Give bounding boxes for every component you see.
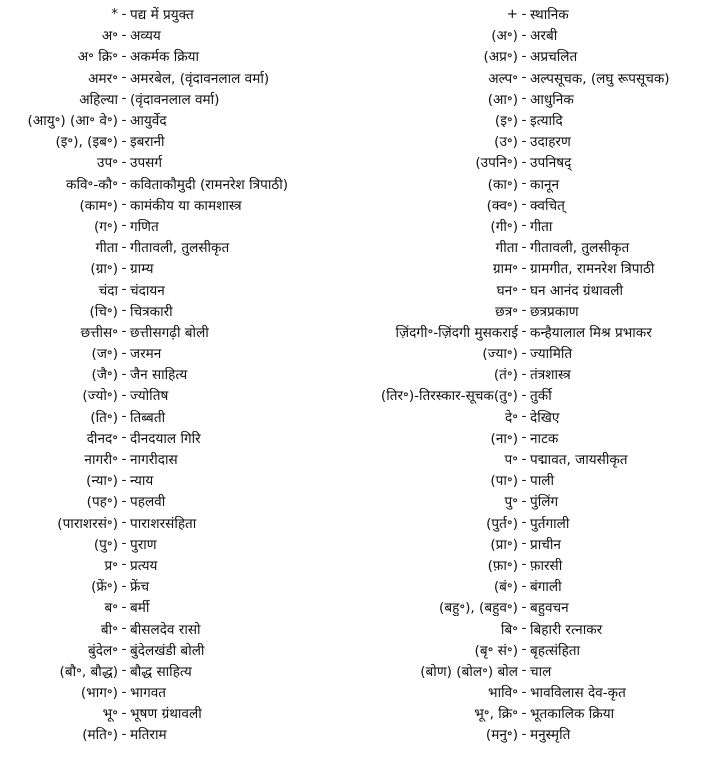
meaning: मनुस्मृति: [530, 727, 571, 744]
separator-dash: -: [521, 5, 527, 22]
meaning: क्वचित्: [530, 197, 565, 214]
meaning: दीनदयाल गिरि: [130, 430, 201, 447]
abbreviation-row: [0, 151, 354, 172]
meaning: अप्रचलित: [530, 49, 578, 66]
separator-dash: -: [521, 238, 527, 255]
meaning: ज्योतिष: [130, 388, 169, 405]
meaning: बृहत्संहिता: [530, 642, 581, 659]
separator-dash: -: [521, 535, 527, 552]
separator-dash: -: [521, 386, 527, 403]
abbreviation: (क्व॰): [486, 197, 518, 214]
abbreviation: ब॰: [104, 600, 118, 617]
abbreviation: (आ॰): [487, 91, 518, 108]
abbreviation: अमर॰: [88, 70, 118, 87]
separator-dash: -: [521, 725, 527, 742]
abbreviation-row: [0, 596, 354, 617]
separator-dash: -: [121, 535, 127, 552]
abbreviation-row: [0, 512, 354, 533]
meaning: अल्पसूचक, (लघु रूपसूचक): [530, 70, 670, 87]
abbreviation: (ज॰): [91, 346, 118, 363]
abbreviation-row: [355, 194, 709, 215]
abbreviation-row: [355, 3, 709, 24]
separator-dash: -: [521, 132, 527, 149]
abbreviation: (अ॰): [491, 28, 518, 45]
separator-dash: -: [521, 281, 527, 298]
abbreviation: छत्र॰: [495, 303, 518, 320]
meaning: इत्यादि: [530, 113, 563, 130]
separator-dash: -: [121, 175, 127, 192]
abbreviation: अल्प॰: [488, 70, 518, 87]
abbreviation: (तं॰): [493, 367, 518, 384]
meaning: भावविलास देव-कृत: [530, 685, 626, 702]
abbreviation-row: [0, 448, 354, 469]
meaning: छत्रप्रकाण: [530, 303, 579, 320]
abbreviation-row: [0, 723, 354, 744]
abbreviation: (बहु॰), (बहुव॰): [439, 600, 518, 617]
meaning: अव्यय: [130, 28, 161, 45]
abbreviation: (पाराशरसं॰): [57, 515, 118, 532]
right-column: [355, 3, 709, 745]
left-column: [0, 3, 354, 745]
abbreviation: (का॰): [487, 176, 518, 193]
abbreviation: (बौ॰, बौद्ध): [59, 663, 118, 680]
abbreviation-row: [0, 702, 354, 723]
abbreviation: भावि॰: [488, 685, 518, 702]
abbreviation: बी॰: [100, 621, 118, 638]
abbreviation-row: [355, 469, 709, 490]
separator-dash: -: [121, 725, 127, 742]
separator-dash: -: [521, 26, 527, 43]
separator-dash: -: [121, 450, 127, 467]
meaning: मतिराम: [130, 727, 167, 744]
abbreviation: (तिर॰)-तिरस्कार-सूचक(तु॰): [380, 388, 518, 405]
separator-dash: -: [121, 471, 127, 488]
abbreviation-row: [0, 384, 354, 405]
separator-dash: -: [521, 429, 527, 446]
meaning: पुंलिंग: [530, 494, 559, 511]
abbreviation-row: [355, 660, 709, 681]
abbreviation: (आयु॰) (आ॰ वे॰): [27, 113, 118, 130]
abbreviation: (भाग॰): [80, 685, 118, 702]
abbreviation-row: [355, 130, 709, 151]
abbreviation: कवि॰-कौ॰: [66, 176, 118, 193]
abbreviation: ग्राम॰: [492, 261, 518, 278]
abbreviation-row: [0, 469, 354, 490]
abbreviation-row: [0, 215, 354, 236]
abbreviation-row: [0, 24, 354, 45]
abbreviation-row: [355, 300, 709, 321]
separator-dash: -: [521, 514, 527, 531]
abbreviation: अ॰ क्रि॰: [77, 49, 118, 66]
abbreviation: प॰: [504, 452, 518, 469]
separator-dash: -: [521, 492, 527, 509]
separator-dash: -: [121, 323, 127, 340]
separator-dash: -: [121, 217, 127, 234]
separator-dash: -: [521, 620, 527, 637]
meaning: तंत्रशास्त्र: [530, 367, 571, 384]
abbreviation: (ना॰): [490, 430, 518, 447]
abbreviation-row: [0, 278, 354, 299]
abbreviation-row: [0, 660, 354, 681]
separator-dash: -: [521, 704, 527, 721]
meaning: आयुर्वेद: [130, 113, 167, 130]
abbreviation-row: [0, 490, 354, 511]
separator-dash: -: [121, 704, 127, 721]
separator-dash: -: [121, 365, 127, 382]
meaning: कविताकौमुदी (रामनरेश त्रिपाठी): [130, 176, 289, 193]
abbreviation-row: [355, 596, 709, 617]
separator-dash: -: [121, 153, 127, 170]
abbreviation-row: [0, 236, 354, 257]
abbreviation-row: [355, 384, 709, 405]
separator-dash: -: [121, 26, 127, 43]
meaning: कानून: [530, 176, 560, 193]
meaning: तिब्बती: [130, 409, 166, 426]
separator-dash: -: [521, 344, 527, 361]
abbreviation: (पा॰): [490, 473, 518, 490]
abbreviation: (मनु॰): [485, 727, 518, 744]
meaning: प्रत्यय: [130, 557, 158, 574]
separator-dash: -: [521, 175, 527, 192]
abbreviation: (ज्या॰): [482, 346, 518, 363]
abbreviation: छत्तीस॰: [80, 324, 118, 341]
abbreviation: पु॰: [504, 494, 518, 511]
meaning: पहलवी: [130, 494, 166, 511]
meaning: इबरानी: [130, 134, 165, 151]
meaning: कामंकीय या कामशास्त्र: [130, 197, 242, 214]
abbreviation-row: [0, 554, 354, 575]
abbreviation-row: [0, 88, 354, 109]
meaning: भागवत: [130, 685, 167, 702]
abbreviation: (मति॰): [82, 727, 118, 744]
separator-dash: -: [121, 429, 127, 446]
separator-dash: -: [121, 111, 127, 128]
separator-dash: -: [521, 259, 527, 276]
meaning: पद्य में प्रयुक्त: [130, 7, 194, 24]
abbreviation-row: [0, 130, 354, 151]
abbreviation-row: [355, 617, 709, 638]
abbreviation-row: [355, 448, 709, 469]
abbreviation: (पह॰): [86, 494, 118, 511]
meaning: गीतावली, तुलसीकृत: [530, 240, 630, 257]
meaning: न्याय: [130, 473, 154, 490]
meaning: फ़ारसी: [530, 557, 563, 574]
separator-dash: -: [521, 302, 527, 319]
separator-dash: -: [521, 196, 527, 213]
separator-dash: -: [121, 302, 127, 319]
meaning: फ्रेंच: [130, 579, 150, 596]
meaning: उपनिषद्: [530, 155, 572, 172]
abbreviation: चंदा: [98, 282, 118, 299]
abbreviation: बुंदेल॰: [88, 642, 118, 659]
abbreviation-row: [0, 406, 354, 427]
meaning: अकर्मक क्रिया: [130, 49, 200, 66]
separator-dash: -: [521, 323, 527, 340]
abbreviation: (पु॰): [93, 536, 118, 553]
abbreviation: (ज्यो॰): [82, 388, 118, 405]
meaning: प्राचीन: [530, 536, 561, 553]
meaning: ग्राम्य: [130, 261, 154, 278]
abbreviation-row: [0, 194, 354, 215]
separator-dash: -: [521, 408, 527, 425]
separator-dash: -: [521, 90, 527, 107]
abbreviation: (बोण) (बोल॰) बोल: [420, 663, 518, 680]
abbreviation-row: [0, 45, 354, 66]
separator-dash: -: [121, 259, 127, 276]
separator-dash: -: [521, 598, 527, 615]
abbreviation-row: [0, 681, 354, 702]
meaning: बंगाली: [530, 579, 562, 596]
abbreviation-row: [355, 575, 709, 596]
separator-dash: -: [121, 69, 127, 86]
abbreviation-row: [355, 45, 709, 66]
meaning: ग्रामगीत, रामनरेश त्रिपाठी: [530, 261, 655, 278]
meaning: गीतावली, तुलसीकृत: [130, 240, 230, 257]
abbreviation: (गी॰): [490, 218, 518, 235]
abbreviation: (इ॰), (इब॰): [55, 134, 118, 151]
abbreviation: (पुर्त॰): [486, 515, 518, 532]
abbreviation-row: [355, 24, 709, 45]
abbreviation-row: [355, 512, 709, 533]
abbreviation: उप॰: [97, 155, 118, 172]
abbreviation-row: [355, 490, 709, 511]
abbreviation: गीता: [495, 240, 518, 257]
abbreviation-row: [355, 533, 709, 554]
abbreviation: भू॰, क्रि॰: [474, 706, 518, 723]
meaning: ज्यामिति: [530, 346, 573, 363]
meaning: छत्तीसगढ़ी बोली: [130, 324, 209, 341]
abbreviation-row: [0, 342, 354, 363]
abbreviation-row: [355, 257, 709, 278]
separator-dash: -: [121, 408, 127, 425]
separator-dash: -: [521, 641, 527, 658]
abbreviation: नागरी॰: [84, 452, 118, 469]
meaning: चित्रकारी: [130, 303, 173, 320]
separator-dash: -: [521, 556, 527, 573]
abbreviation-row: [355, 702, 709, 723]
abbreviation-row: [355, 88, 709, 109]
separator-dash: -: [521, 471, 527, 488]
separator-dash: -: [121, 556, 127, 573]
abbreviation: (इ॰): [494, 113, 518, 130]
separator-dash: -: [521, 217, 527, 234]
separator-dash: -: [121, 683, 127, 700]
abbreviation-row: [355, 321, 709, 342]
abbreviation-row: [355, 151, 709, 172]
abbreviation: (जै॰): [91, 367, 118, 384]
separator-dash: -: [121, 132, 127, 149]
meaning: पद्मावत, जायसीकृत: [530, 452, 628, 469]
abbreviation: ज़िंदगी॰-ज़िंदगी मुसकराई: [395, 324, 518, 341]
meaning: जैन साहित्य: [130, 367, 188, 384]
abbreviation-row: [355, 278, 709, 299]
meaning: बुंदेलखंडी बोली: [130, 642, 205, 659]
abbreviation: (उपनि॰): [475, 155, 518, 172]
abbreviation: (ग॰): [93, 218, 118, 235]
separator-dash: -: [521, 365, 527, 382]
separator-dash: -: [121, 5, 127, 22]
abbreviation: अ॰: [101, 28, 118, 45]
abbreviation-row: [355, 236, 709, 257]
abbreviation-row: [355, 681, 709, 702]
meaning: बर्मी: [130, 600, 150, 617]
meaning: कन्हैयालाल मिश्र प्रभाकर: [530, 324, 652, 341]
separator-dash: -: [121, 662, 127, 679]
meaning: पाली: [530, 473, 554, 490]
meaning: भूतकालिक क्रिया: [530, 706, 615, 723]
meaning: घन आनंद ग्रंथावली: [530, 282, 624, 299]
separator-dash: -: [121, 196, 127, 213]
abbreviation-row: [0, 257, 354, 278]
abbreviation-row: [0, 321, 354, 342]
meaning: स्थानिक: [530, 7, 569, 24]
abbreviation: (ग्रा॰): [90, 261, 118, 278]
abbreviation: गीता: [95, 240, 118, 257]
separator-dash: -: [121, 514, 127, 531]
abbreviation-row: [355, 109, 709, 130]
abbreviation-row: [355, 554, 709, 575]
separator-dash: -: [121, 281, 127, 298]
abbreviation-row: [355, 723, 709, 744]
meaning: अमरबेल, (वृंदावनलाल वर्मा): [130, 70, 270, 87]
separator-dash: -: [121, 386, 127, 403]
meaning: पुराण: [130, 536, 157, 553]
meaning: बिहारी रत्नाकर: [530, 621, 603, 638]
abbreviation: अहिल्या: [79, 91, 118, 108]
abbreviation: (चि॰): [89, 303, 118, 320]
meaning: बहुवचन: [530, 600, 569, 617]
meaning: पुर्तगाली: [530, 515, 570, 532]
meaning: चंदायन: [130, 282, 165, 299]
meaning: (वृंदावनलाल वर्मा): [130, 91, 220, 108]
separator-dash: -: [121, 90, 127, 107]
abbreviation-row: [355, 363, 709, 384]
abbreviation: (फ़ा॰): [487, 557, 518, 574]
meaning: पाराशरसंहिता: [130, 515, 197, 532]
meaning: आधुनिक: [530, 91, 574, 108]
meaning: उपसर्ग: [130, 155, 163, 172]
abbreviation-row: [355, 406, 709, 427]
abbreviation: (ति॰): [90, 409, 118, 426]
abbreviation-row: [0, 173, 354, 194]
meaning: बौद्ध साहित्य: [130, 663, 192, 680]
abbreviation-row: [355, 215, 709, 236]
abbreviation: (उ॰): [494, 134, 518, 151]
meaning: भूषण ग्रंथावली: [130, 706, 202, 723]
separator-dash: -: [521, 450, 527, 467]
separator-dash: -: [121, 620, 127, 637]
separator-dash: -: [521, 69, 527, 86]
meaning: चाल: [530, 663, 552, 680]
separator-dash: -: [521, 111, 527, 128]
separator-dash: -: [121, 238, 127, 255]
abbreviation-row: [0, 109, 354, 130]
meaning: देखिए: [530, 409, 560, 426]
abbreviation: दीनद॰: [86, 430, 118, 447]
separator-dash: -: [521, 47, 527, 64]
separator-dash: -: [121, 577, 127, 594]
abbreviation-row: [0, 575, 354, 596]
abbreviation: (अप्र॰): [483, 49, 518, 66]
separator-dash: -: [521, 153, 527, 170]
abbreviation: घन॰: [496, 282, 518, 299]
meaning: अरबी: [530, 28, 558, 45]
meaning: बीसलदेव रासो: [130, 621, 201, 638]
abbreviation: प्र॰: [104, 557, 118, 574]
abbreviation-row: [0, 617, 354, 638]
separator-dash: -: [121, 598, 127, 615]
abbreviation: भू॰: [102, 706, 118, 723]
separator-dash: -: [121, 641, 127, 658]
abbreviation: +: [506, 5, 518, 22]
abbreviation-row: [355, 67, 709, 88]
abbreviation-row: [0, 300, 354, 321]
abbreviation: *: [111, 5, 118, 22]
abbreviation-row: [355, 427, 709, 448]
separator-dash: -: [121, 492, 127, 509]
separator-dash: -: [521, 577, 527, 594]
meaning: जरमन: [130, 346, 162, 363]
abbreviation-row: [355, 639, 709, 660]
abbreviation-row: [0, 363, 354, 384]
abbreviation-row: [0, 3, 354, 24]
meaning: तुर्की: [530, 388, 552, 405]
abbreviation: बि॰: [500, 621, 518, 638]
abbreviation-row: [355, 173, 709, 194]
abbreviation-row: [355, 342, 709, 363]
abbreviation: (फ्रें॰): [91, 579, 118, 596]
separator-dash: -: [521, 683, 527, 700]
meaning: गीता: [530, 218, 553, 235]
abbreviation: (बं॰): [493, 579, 518, 596]
meaning: उदाहरण: [530, 134, 571, 151]
meaning: नागरीदास: [130, 452, 178, 469]
abbreviation: (प्रा॰): [490, 536, 518, 553]
abbreviation: (न्या॰): [86, 473, 118, 490]
abbreviation: दे॰: [504, 409, 518, 426]
separator-dash: -: [121, 47, 127, 64]
abbreviation-row: [0, 427, 354, 448]
meaning: नाटक: [530, 430, 559, 447]
separator-dash: -: [121, 344, 127, 361]
abbreviation: (बृ॰ सं॰): [474, 642, 518, 659]
abbreviation-row: [0, 533, 354, 554]
abbreviation-row: [0, 639, 354, 660]
abbreviation-row: [0, 67, 354, 88]
separator-dash: -: [521, 662, 527, 679]
meaning: गणित: [130, 218, 159, 235]
abbreviation: (काम॰): [79, 197, 118, 214]
